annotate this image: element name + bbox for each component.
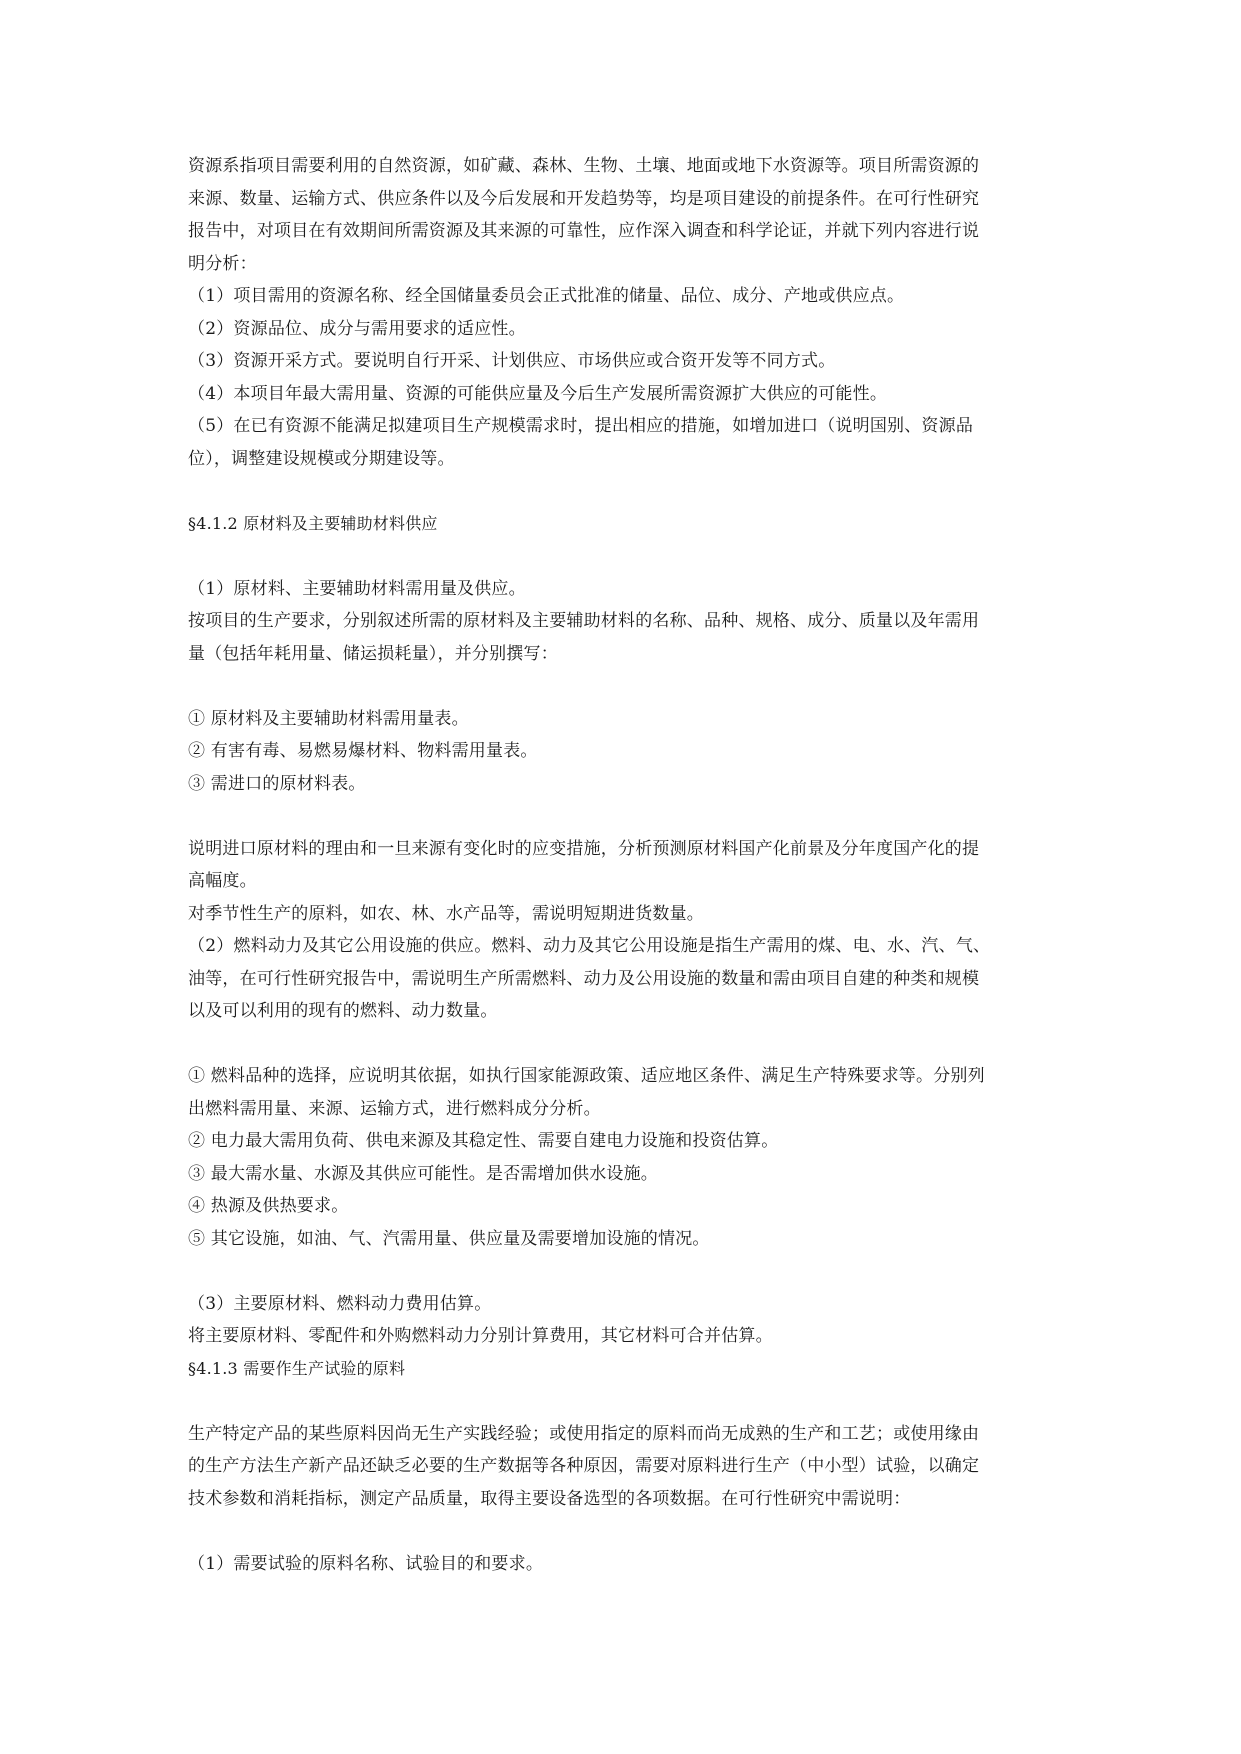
blank-line xyxy=(188,1515,1058,1548)
list-item: ④ 热源及供热要求。 xyxy=(188,1196,349,1216)
blank-line xyxy=(188,670,1058,703)
text-line: 高幅度。 xyxy=(188,871,257,891)
text-line: 出燃料需用量、来源、运输方式，进行燃料成分分析。 xyxy=(188,1098,601,1119)
section-heading-4-1-2: §4.1.2 原材料及主要辅助材料供应 xyxy=(188,513,438,533)
blank-line xyxy=(188,800,1058,833)
list-item: ② 电力最大需用负荷、供电来源及其稳定性、需要自建电力设施和投资估算。 xyxy=(188,1131,779,1151)
list-item: （1）原材料、主要辅助材料需用量及供应。 xyxy=(188,578,526,599)
text-line: 将主要原材料、零配件和外购燃料动力分别计算费用，其它材料可合并估算。 xyxy=(188,1326,773,1346)
text-line: 按项目的生产要求，分别叙述所需的原材料及主要辅助材料的名称、品种、规格、成分、质量以及年需用 xyxy=(188,611,980,631)
text-line: 量（包括年耗用量、储运损耗量），并分别撰写： xyxy=(188,643,558,664)
text-line: 以及可以利用的现有的燃料、动力数量。 xyxy=(188,1001,498,1021)
text-line: 技术参数和消耗指标，测定产品质量，取得主要设备选型的各项数据。在可行性研究中需说明： xyxy=(188,1488,911,1509)
list-item: ⑤ 其它设施，如油、气、汽需用量、供应量及需要增加设施的情况。 xyxy=(188,1228,710,1249)
list-item: （1）项目需用的资源名称、经全国储量委员会正式批准的储量、品位、成分、产地或供应点。 xyxy=(188,286,905,306)
section-heading-4-1-3: §4.1.3 需要作生产试验的原料 xyxy=(188,1358,406,1378)
blank-line xyxy=(188,1028,1058,1061)
text-line: 来源、数量、运输方式、供应条件以及今后发展和开发趋势等，均是项目建设的前提条件。在可行性研究 xyxy=(188,188,980,209)
text-line: 的生产方法生产新产品还缺乏必要的生产数据等各种原因，需要对原料进行生产（中小型）试验，以确定 xyxy=(188,1456,980,1476)
text-line: 说明进口原材料的理由和一旦来源有变化时的应变措施，分析预测原材料国产化前景及分年度国产化的提 xyxy=(188,838,980,859)
list-item: （3）主要原材料、燃料动力费用估算。 xyxy=(188,1293,492,1314)
blank-line xyxy=(188,475,1058,508)
list-item: ③ 最大需水量、水源及其供应可能性。是否需增加供水设施。 xyxy=(188,1163,659,1184)
text-line: 明分析： xyxy=(188,253,257,274)
list-item: （1）需要试验的原料名称、试验目的和要求。 xyxy=(188,1553,544,1574)
list-item: （2）资源品位、成分与需用要求的适应性。 xyxy=(188,318,526,339)
text-line: 对季节性生产的原料，如农、林、水产品等，需说明短期进货数量。 xyxy=(188,903,704,924)
list-item: ② 有害有毒、易燃易爆材料、物料需用量表。 xyxy=(188,741,538,761)
list-item: （4）本项目年最大需用量、资源的可能供应量及今后生产发展所需资源扩大供应的可能性。 xyxy=(188,383,888,404)
text-line: 生产特定产品的某些原料因尚无生产实践经验；或使用指定的原料而尚无成熟的生产和工艺；或使用缘由 xyxy=(188,1423,980,1444)
text-line: 资源系指项目需要利用的自然资源，如矿藏、森林、生物、土壤、地面或地下水资源等。项目所需资源的 xyxy=(188,156,980,176)
blank-line xyxy=(188,1385,1058,1418)
list-item: （5）在已有资源不能满足拟建项目生产规模需求时，提出相应的措施，如增加进口（说明国别、资源品 xyxy=(188,416,974,436)
blank-line xyxy=(188,540,1058,573)
text-line: 位），调整建设规模或分期建设等。 xyxy=(188,448,455,469)
blank-line xyxy=(188,1255,1058,1288)
list-item: ③ 需进口的原材料表。 xyxy=(188,773,366,794)
list-item: ① 燃料品种的选择，应说明其依据，如执行国家能源政策、适应地区条件、满足生产特殊要求等。分别列 xyxy=(188,1066,985,1086)
list-item: （3）资源开采方式。要说明自行开采、计划供应、市场供应或合资开发等不同方式。 xyxy=(188,351,836,371)
text-line: 油等，在可行性研究报告中，需说明生产所需燃料、动力及公用设施的数量和需由项目自建的种类和规模 xyxy=(188,968,980,989)
document-body xyxy=(188,150,1058,1580)
list-item: （2）燃料动力及其它公用设施的供应。燃料、动力及其它公用设施是指生产需用的煤、电、水、汽、气、 xyxy=(188,936,991,956)
text-line: 报告中，对项目在有效期间所需资源及其来源的可靠性，应作深入调查和科学论证，并就下列内容进行说 xyxy=(188,221,980,241)
list-item: ① 原材料及主要辅助材料需用量表。 xyxy=(188,708,469,729)
